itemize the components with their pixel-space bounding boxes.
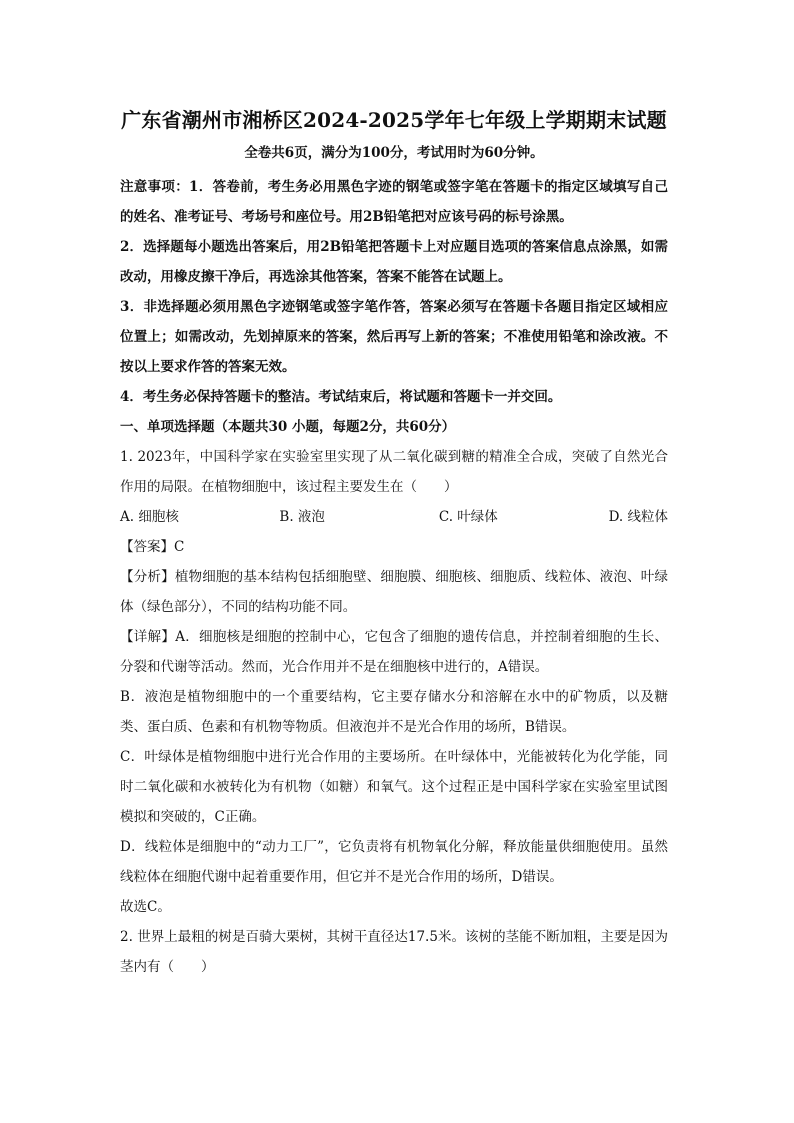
option-a: A. 细胞核 [120, 509, 179, 525]
question-1-options [120, 502, 668, 532]
question-1-stem: 1. 2023年，中国科学家在实验室里实现了从二氧化碳到糖的精准全合成，突破了自然光合作用的局限。在植物细胞中，该过程主要发生在（ ） [120, 449, 668, 495]
exam-info: 全卷共6页，满分为100分，考试用时为60分钟。 [244, 145, 544, 161]
question-2-stem: 2. 世界上最粗的树是百骑大栗树，其树干直径达17.5米。该树的茎能不断加粗，主要是因为茎内有（ ） [120, 929, 668, 975]
detail-b: B．液泡是植物细胞中的一个重要结构，它主要存储水分和溶解在水中的矿物质，以及糖类、蛋白质、色素和有机物等物质。但液泡并不是光合作用的场所，B错误。 [120, 689, 668, 735]
analysis-para: 【分析】植物细胞的基本结构包括细胞壁、细胞膜、细胞核、细胞质、线粒体、液泡、叶绿体（绿色部分），不同的结构功能不同。 [120, 569, 668, 615]
notice-3: 3．非选择题必须用黑色字迹钢笔或签字笔作答，答案必须写在答题卡各题目指定区域相应位置上；如需改动，先划掉原来的答案，然后再写上新的答案；不准使用铅笔和涂改液。不按以上要求作答的答案无效。 [120, 299, 668, 375]
detail-d: D．线粒体是细胞中的“动力工厂”，它负责将有机物氧化分解，释放能量供细胞使用。虽然线粒体在细胞代谢中起着重要作用，但它并不是光合作用的场所，D错误。 [120, 839, 668, 885]
detail-a: 【详解】A．细胞核是细胞的控制中心，它包含了细胞的遗传信息，并控制着细胞的生长、分裂和代谢等活动。然而，光合作用并不是在细胞核中进行的，A错误。 [120, 629, 668, 675]
notice-1: 注意事项：1．答卷前，考生务必用黑色字迹的钢笔或签字笔在答题卡的指定区域填写自己的姓名、准考证号、考场号和座位号。用2B铅笔把对应该号码的标号涂黑。 [120, 179, 668, 225]
option-b: B. 液泡 [279, 509, 325, 525]
notice-2: 2．选择题每小题选出答案后，用2B铅笔把答题卡上对应题目选项的答案信息点涂黑，如需改动，用橡皮擦干净后，再选涂其他答案，答案不能答在试题上。 [120, 239, 668, 285]
notice-4: 4．考生务必保持答题卡的整洁。考试结束后，将试题和答题卡一并交回。 [120, 389, 562, 405]
answer-line: 【答案】C [120, 539, 185, 555]
option-d: D. 线粒体 [608, 509, 669, 525]
detail-c: C．叶绿体是植物细胞中进行光合作用的主要场所。在叶绿体中，光能被转化为化学能，同时二氧化碳和水被转化为有机物（如糖）和氧气。这个过程正是中国科学家在实验室里试图模拟和突破的，C正确。 [120, 749, 668, 825]
section-heading: 一、单项选择题（本题共30 小题，每题2分，共60分） [120, 419, 456, 435]
option-c: C. 叶绿体 [438, 509, 498, 525]
conclusion: 故选C。 [120, 899, 171, 915]
exam-title: 广东省潮州市湘桥区2024-2025学年七年级上学期期末试题 [121, 108, 667, 132]
